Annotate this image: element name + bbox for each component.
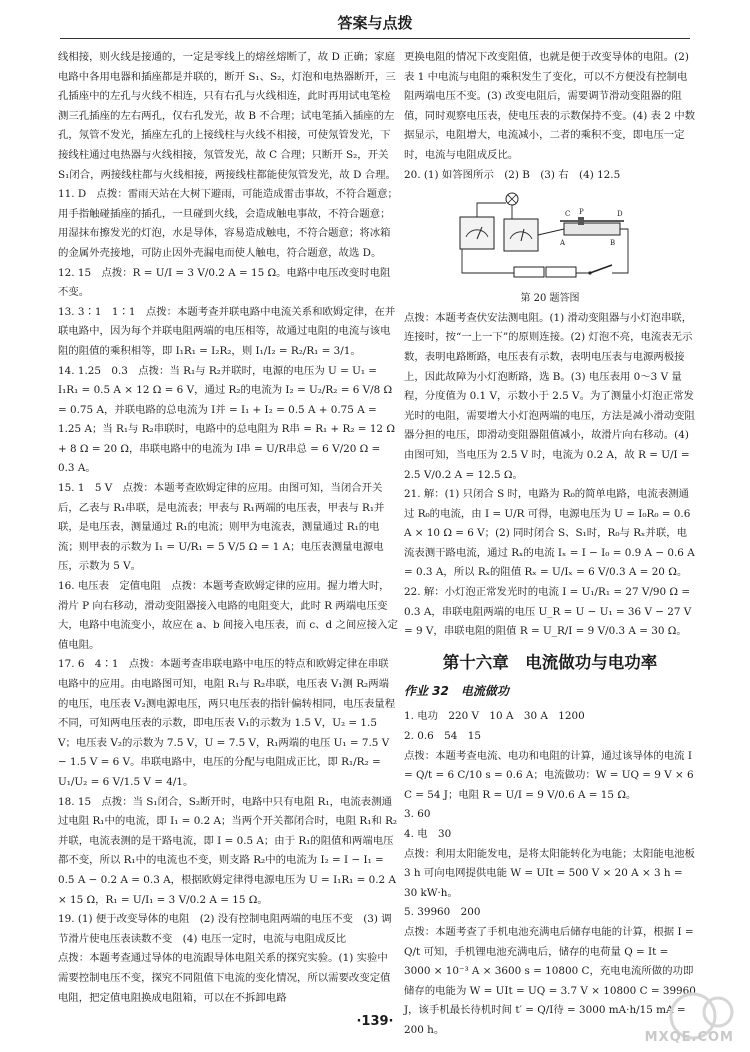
hw-answer-4-hint: 点拨：利用太阳能发电，是将太阳能转化为电能；太阳能电池板 3 h 可向电网提供电能 W = UIt = 500 V × 20 A × 3 h = 30 kW·h。	[404, 847, 695, 899]
label-b: B	[610, 239, 616, 248]
answer-15: 15. 1 5 V 点拨：本题考查欧姆定律的应用。由图可知，当闭合开关后，乙表与 R₁串联，是电流表；甲表与 R₁两端的电压表，甲表与 R₁并联，是电压表，测量通过 R₁的电流；则甲为电流表，测量通过 R₁的电流；则甲表的示数为 I₁ = U/R₁ = 5 V/5 Ω = 1 A；电压表测量电源电压，示数为 5 V。	[58, 482, 385, 573]
label-d: D	[617, 210, 623, 219]
figure-caption: 第 20 题答图	[520, 293, 580, 305]
answer-21: 21. 解：(1) 只闭合 S 时，电路为 R₀的简单电路，电流表测通过 R₀的电流，由 I = U/R 可得，电源电压为 U = I₀R₀ = 0.6 A × 10 Ω = 6 V；(2) 同时闭合 S、S₁时，R₀与 Rₓ并联，电流表测干路电流，通过 Rₓ的电流 Iₓ = I − I₀ = 0.9 A − 0.6 A = 0.3 A，所以 Rₓ的阻值 Rₓ = U/Iₓ = 6 V/0.3 A = 20 Ω。	[404, 488, 695, 579]
ammeter-icon	[504, 219, 538, 251]
answer-11: 11. D 点拨：雷雨天站在大树下避雨，可能造成雷击事故，不符合题意；用手指触碰插座的插孔，一旦碰到火线，会造成触电事故，不符合题意；用湿抹布擦发光的灯泡，水是导体，容易造成触电，不符合题意；将冰箱的金属外壳接地，可防止因外壳漏电而使人触电，符合题意，故选 D。	[58, 188, 398, 259]
answer-10-continued: 线相接，则火线是接通的，一定是零线上的熔丝熔断了，故 D 正确；家庭电路中各用电器和插座都是并联的，断开 S₁、S₂，灯泡和电热器断开，三孔插座中的左孔与火线不相连，只有右孔与火线相连，此时再用试电笔检测三孔插座的左右两孔，仅右孔发光，故 B 不合理；试电笔插入插座的左孔，氖管不发光，插座左孔的上接线柱与火线不相接，可使氖管发光，下接线柱通过电热器与火线相接，氖管发光，故 C 合理；只断开 S₂，开关 S₁闭合，两接线柱都与火线相接，两接线柱都能使氖管发光，故 D 合理。	[58, 51, 396, 181]
answer-16: 16. 电压表 定值电阻 点拨：本题考查欧姆定律的应用。握力增大时，滑片 P 向右移动，滑动变阻器接入电路的电阻变大，此时 R 两端电压变大，电路中电流变小，故应在 a、b 间接入电压表，而 c、d 之间应接入定值电阻。	[58, 580, 398, 651]
chapter-title: 第十六章 电流做功与电功率	[442, 652, 658, 672]
homework-title: 作业 32 电流做功	[404, 683, 509, 698]
answer-20: 20. (1) 如答图所示 (2) B (3) 右 (4) 12.5	[404, 168, 621, 181]
answer-17: 17. 6 4∶1 点拨：本题考查串联电路中电压的特点和欧姆定律在串联电路中的应用。由电路图可知，电阻 R₁与 R₂串联，电压表 V₁测 R₂两端的电压，电压表 V₂测电源电压，两只电压表的指针偏转相同，电压表量程不同，可知两电压表的示数，即电压表 V₁的示数为 1.5 V，U₂ = 1.5 V；电压表 V₂的示数为 7.5 V，U = 7.5 V，R₁两端的电压 U₁ = 7.5 V − 1.5 V = 6 V。串联电路中，电压的分配与电阻成正比，即 R₁/R₂ = U₁/U₂ = 6 V/1.5 V = 4/1。	[58, 658, 396, 788]
hw-answer-3: 3. 60	[404, 808, 431, 821]
hw-answer-1: 1. 电功 220 V 10 A 30 A 1200	[404, 710, 585, 723]
bulb-icon	[506, 193, 518, 205]
circuit-diagram	[452, 189, 632, 289]
answer-22: 22. 解：小灯泡正常发光时的电流 I = U₁/R₁ = 27 V/90 Ω = 0.3 A，串联电阻两端的电压 U_R = U − U₁ = 36 V − 27 V = 9 V，串联电阻的阻值 R = U_R/I = 9 V/0.3 A = 30 Ω。	[404, 586, 692, 638]
hw-answer-4: 4. 电 30	[404, 828, 452, 840]
page-number: ·139·	[356, 1014, 394, 1029]
battery-icon	[514, 267, 576, 277]
answer-13: 13. 3∶1 1∶1 点拨：本题考查并联电路中电流关系和欧姆定律，在并联电路中，因为每个并联电阻两端的电压相等，故通过电阻的电流与该电阻的阻值的乘积相等，即 I₁R₁ = I₂R₂，则 I₁/I₂ = R₂/R₁ = 3/1。	[58, 305, 396, 357]
answer-19: 19. (1) 便于改变导体的电阻 (2) 没有控制电阻两端的电压不变 (3) 调节滑片使电压表读数不变 (4) 电压一定时，电流与电阻成反比	[58, 913, 392, 945]
label-a: A	[560, 239, 566, 248]
page-header	[0, 0, 750, 42]
answer-19-hint: 点拨：本题考查通过导体的电流跟导体电阻关系的探究实验。(1) 实验中需要控制电压不变，探究不同阻值下电流的变化情况，所以需要改变定值电阻，把定值电阻换成电阻箱，可以在不拆卸电路	[58, 952, 391, 1004]
hw-answer-2: 2. 0.6 54 15	[404, 730, 481, 743]
hw-answer-2-hint: 点拨：本题考查电流、电功和电阻的计算，通过该导体的电流 I = Q/t = 6 C/10 s = 0.6 A；电流做功：W = UQ = 9 V × 6 C = 54 J；电阻 R = U/I = 9 V/0.6 A = 15 Ω。	[404, 749, 694, 801]
label-c: C	[565, 210, 571, 219]
answer-14: 14. 1.25 0.3 点拨：当 R₁与 R₂并联时，电源的电压为 U = U₁ = I₁R₁ = 0.5 A × 12 Ω = 6 V，通过 R₂的电流为 I₂ = U₂/R₂ = 6 V/8 Ω = 0.75 A，并联电路的总电流为 I并 = I₁ + I₂ = 0.5 A + 0.75 A = 1.25 A；当 R₁与 R₂串联时，电路中的总电阻为 R串 = R₁ + R₂ = 12 Ω + 8 Ω = 20 Ω，串联电路中的电流为 I串 = U/R串总 = 6 V/20 Ω = 0.3 A。	[58, 364, 395, 475]
hw-answer-5-hint: 点拨：本题考查了手机电池充满电后储存电能的计算，根据 I = Q/t 可知，手机锂电池充满电后，储存的电荷量 Q = It = 3000 × 10⁻³ A × 3600 s = 10800 C，充电电流所做的功即储存的电能为 W = UIt = UQ = 3.7 V × 10800 C = 39960 J，该手机最长待机时间 t′ = Q/I待 = 3000 mA·h/15 mA = 200 h。	[404, 925, 696, 1036]
watermark-text: MXQE.COM	[644, 1030, 734, 1045]
answer-20-hint: 点拨：本题考查伏安法测电阻。(1) 滑动变阻器与小灯泡串联，连接时，按“一上一下”的原则连接。(2) 灯泡不亮，电流表无示数，表明电路断路，电压表有示数，表明电压表与电源两极接上，因此故障为小灯泡断路，选 B。(3) 电压表用 0～3 V 量程，分度值为 0.1 V，示数小于 2.5 V。为了测量小灯泡正常发光时的电阻，需要增大小灯泡两端的电压，方法是减小滑动变阻器分担的电压，即滑动变阻器阻值减小，故滑片向右移动。(4) 由图可知，当电压为 2.5 V 时，电流为 0.2 A，故 R = U/I = 2.5 V/0.2 A = 12.5 Ω。	[404, 311, 695, 481]
hw-answer-5: 5. 39960 200	[404, 906, 481, 919]
left-column	[58, 48, 398, 1008]
rheostat-icon	[560, 217, 624, 235]
switch-icon	[588, 265, 612, 275]
right-column	[404, 48, 696, 1041]
label-p: P	[579, 208, 584, 217]
answer-18: 18. 15 点拨：当 S₁闭合，S₂断开时，电路中只有电阻 R₁，电流表测通过电阻 R₁中的电流，即 I₁ = 0.2 A；当两个开关都闭合时，电阻 R₁和 R₂并联，电流表测的是干路电流，即 I = 0.5 A；由于 R₁的阻值和两端电压都不变，所以 R₁中的电流也不变，则支路 R₂中的电流为 I₂ = I − I₁ = 0.5 A − 0.2 A = 0.3 A，根据欧姆定律得电源电压为 U = I₁R₁ = 0.2 A × 15 Ω，R₁ = U/I₁ = 3 V/0.2 A = 15 Ω。	[58, 795, 398, 906]
voltmeter-icon	[460, 217, 494, 249]
header-rule	[60, 38, 690, 39]
answer-12: 12. 15 点拨：R = U/I = 3 V/0.2 A = 15 Ω。电路中电压改变时电阻不变。	[58, 266, 391, 299]
answer-19-continued: 更换电阻的情况下改变阻值，也就是便于改变导体的电阻。(2) 表 1 中电流与电阻的乘积发生了变化，可以不方便没有控制电阻两端电压不变。(3) 改变电阻后，需要调节滑动变阻器的阻值，同时观察电压表，使电压表的示数保持不变。(4) 表 2 中数据显示，电阻增大，电流减小，二者的乘积不变，即电压一定时，电流与电阻成反比。	[404, 51, 696, 161]
header-title: 答案与点拨	[337, 14, 413, 32]
